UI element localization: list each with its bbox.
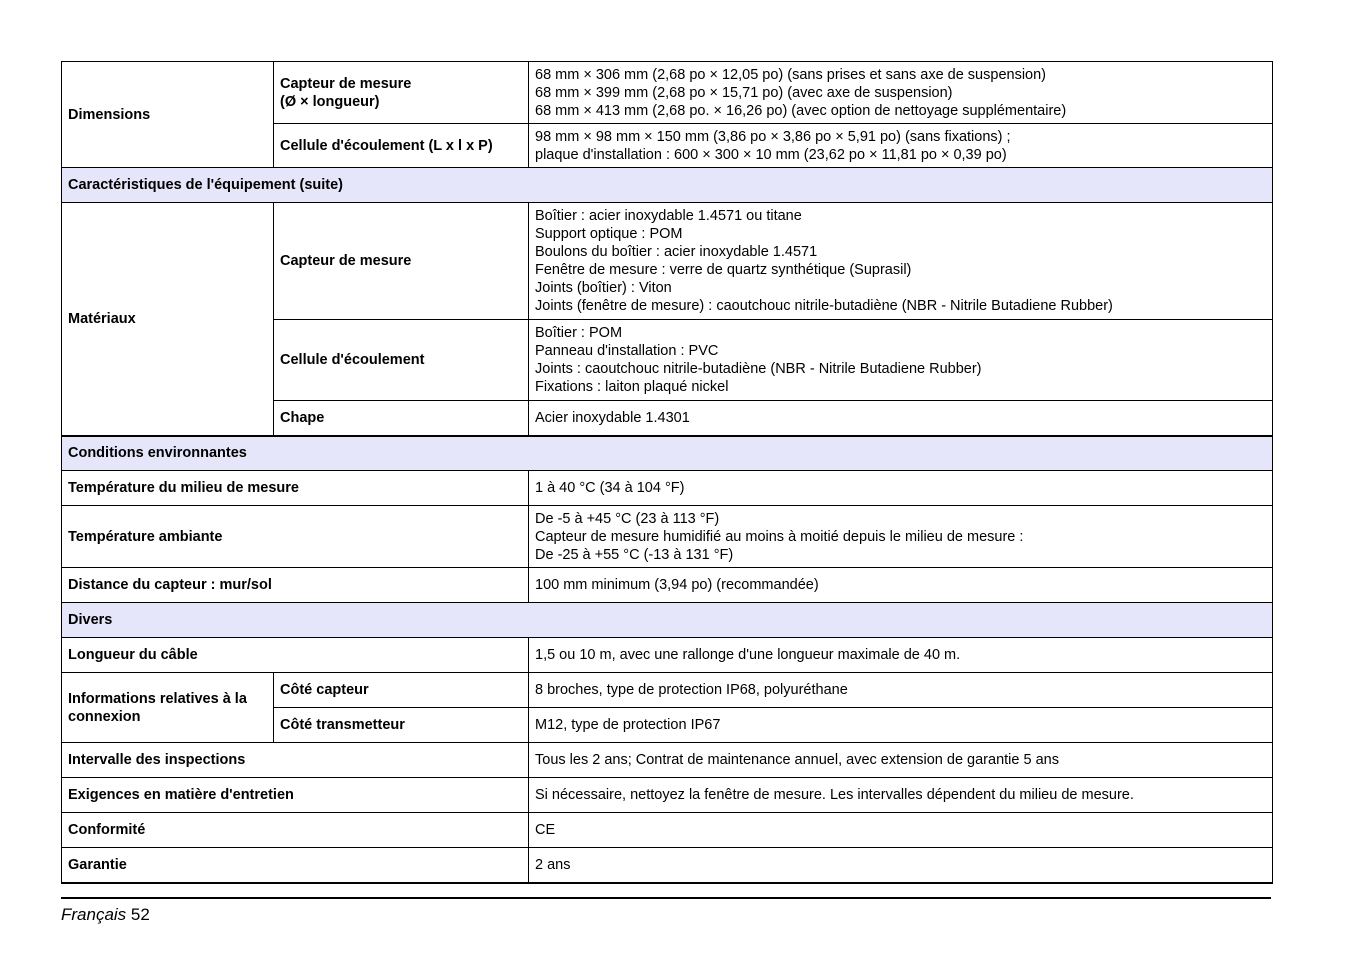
conformity-label: Conformité — [62, 813, 529, 848]
ambient-temperature-label: Température ambiante — [62, 506, 529, 568]
table-row — [62, 813, 1273, 848]
materials-label: Matériaux — [62, 203, 274, 436]
table-row — [62, 168, 1273, 203]
table-row — [62, 603, 1273, 638]
table-row — [62, 848, 1273, 883]
sensor-dimensions-value: 68 mm × 306 mm (2,68 po × 12,05 po) (sans prises et sans axe de suspension) 68 mm × 399 mm (2,68 po × 15,71 po) (avec axe de suspension) 68 mm × 413 mm (2,68 po. × 16,26 po) (avec option de nettoyage supplémentaire) — [529, 62, 1273, 124]
ambient-temperature-value: De -5 à +45 °C (23 à 113 °F) Capteur de mesure humidifié au moins à moitié depuis le milieu de mesure : De -25 à +55 °C (-13 à 131 °F) — [529, 506, 1273, 568]
table-row — [62, 62, 1273, 124]
sensor-side-label: Côté capteur — [274, 673, 529, 708]
sensor-side-value: 8 broches, type de protection IP68, polyuréthane — [529, 673, 1273, 708]
table-row — [62, 743, 1273, 778]
cable-length-label: Longueur du câble — [62, 638, 529, 673]
sensor-materials-label: Capteur de mesure — [274, 203, 529, 320]
flow-cell-materials-value: Boîtier : POM Panneau d'installation : PVC Joints : caoutchouc nitrile-butadiène (NBR - Nitrile Butadiene Rubber) Fixations : laiton plaqué nickel — [529, 320, 1273, 401]
table-row — [62, 506, 1273, 568]
connection-info-label: Informations relatives à la connexion — [62, 673, 274, 743]
sensor-distance-label: Distance du capteur : mur/sol — [62, 568, 529, 603]
table-row — [62, 638, 1273, 673]
specifications-table — [61, 61, 1273, 884]
flow-cell-dimensions-label: Cellule d'écoulement (L x l x P) — [274, 124, 529, 168]
page-number: 52 — [130, 905, 150, 924]
medium-temperature-value: 1 à 40 °C (34 à 104 °F) — [529, 471, 1273, 506]
cable-length-value: 1,5 ou 10 m, avec une rallonge d'une longueur maximale de 40 m. — [529, 638, 1273, 673]
dimensions-label: Dimensions — [62, 62, 274, 168]
sensor-materials-value: Boîtier : acier inoxydable 1.4571 ou titane Support optique : POM Boulons du boîtier : acier inoxydable 1.4571 Fenêtre de mesure : verre de quartz synthétique (Suprasil) Joints (boîtier) : Viton Joints (fenêtre de mesure) : caoutchouc nitrile-butadiène (NBR - Nitrile Butadiene Rubber) — [529, 203, 1273, 320]
clevis-value: Acier inoxydable 1.4301 — [529, 401, 1273, 436]
flow-cell-dimensions-value: 98 mm × 98 mm × 150 mm (3,86 po × 3,86 po × 5,91 po) (sans fixations) ; plaque d'installation : 600 × 300 × 10 mm (23,62 po × 11,81 po × 0,39 po) — [529, 124, 1273, 168]
table-row — [62, 436, 1273, 471]
transmitter-side-value: M12, type de protection IP67 — [529, 708, 1273, 743]
medium-temperature-label: Température du milieu de mesure — [62, 471, 529, 506]
section-misc-header: Divers — [62, 603, 1273, 638]
page-footer — [61, 905, 150, 925]
flow-cell-materials-label: Cellule d'écoulement — [274, 320, 529, 401]
clevis-label: Chape — [274, 401, 529, 436]
table-row — [62, 778, 1273, 813]
table-row — [62, 673, 1273, 708]
transmitter-side-label: Côté transmetteur — [274, 708, 529, 743]
warranty-value: 2 ans — [529, 848, 1273, 883]
conformity-value: CE — [529, 813, 1273, 848]
table-row — [62, 471, 1273, 506]
maintenance-value: Si nécessaire, nettoyez la fenêtre de mesure. Les intervalles dépendent du milieu de mesure. — [529, 778, 1273, 813]
section-environment-header: Conditions environnantes — [62, 436, 1273, 471]
sensor-distance-value: 100 mm minimum (3,94 po) (recommandée) — [529, 568, 1273, 603]
inspection-interval-value: Tous les 2 ans; Contrat de maintenance annuel, avec extension de garantie 5 ans — [529, 743, 1273, 778]
sensor-dimensions-label: Capteur de mesure (Ø × longueur) — [274, 62, 529, 124]
table-row — [62, 203, 1273, 320]
warranty-label: Garantie — [62, 848, 529, 883]
footer-divider — [61, 897, 1271, 899]
section-equipment-header: Caractéristiques de l'équipement (suite) — [62, 168, 1273, 203]
maintenance-label: Exigences en matière d'entretien — [62, 778, 529, 813]
footer-language: Français — [61, 905, 127, 924]
table-row — [62, 568, 1273, 603]
inspection-interval-label: Intervalle des inspections — [62, 743, 529, 778]
